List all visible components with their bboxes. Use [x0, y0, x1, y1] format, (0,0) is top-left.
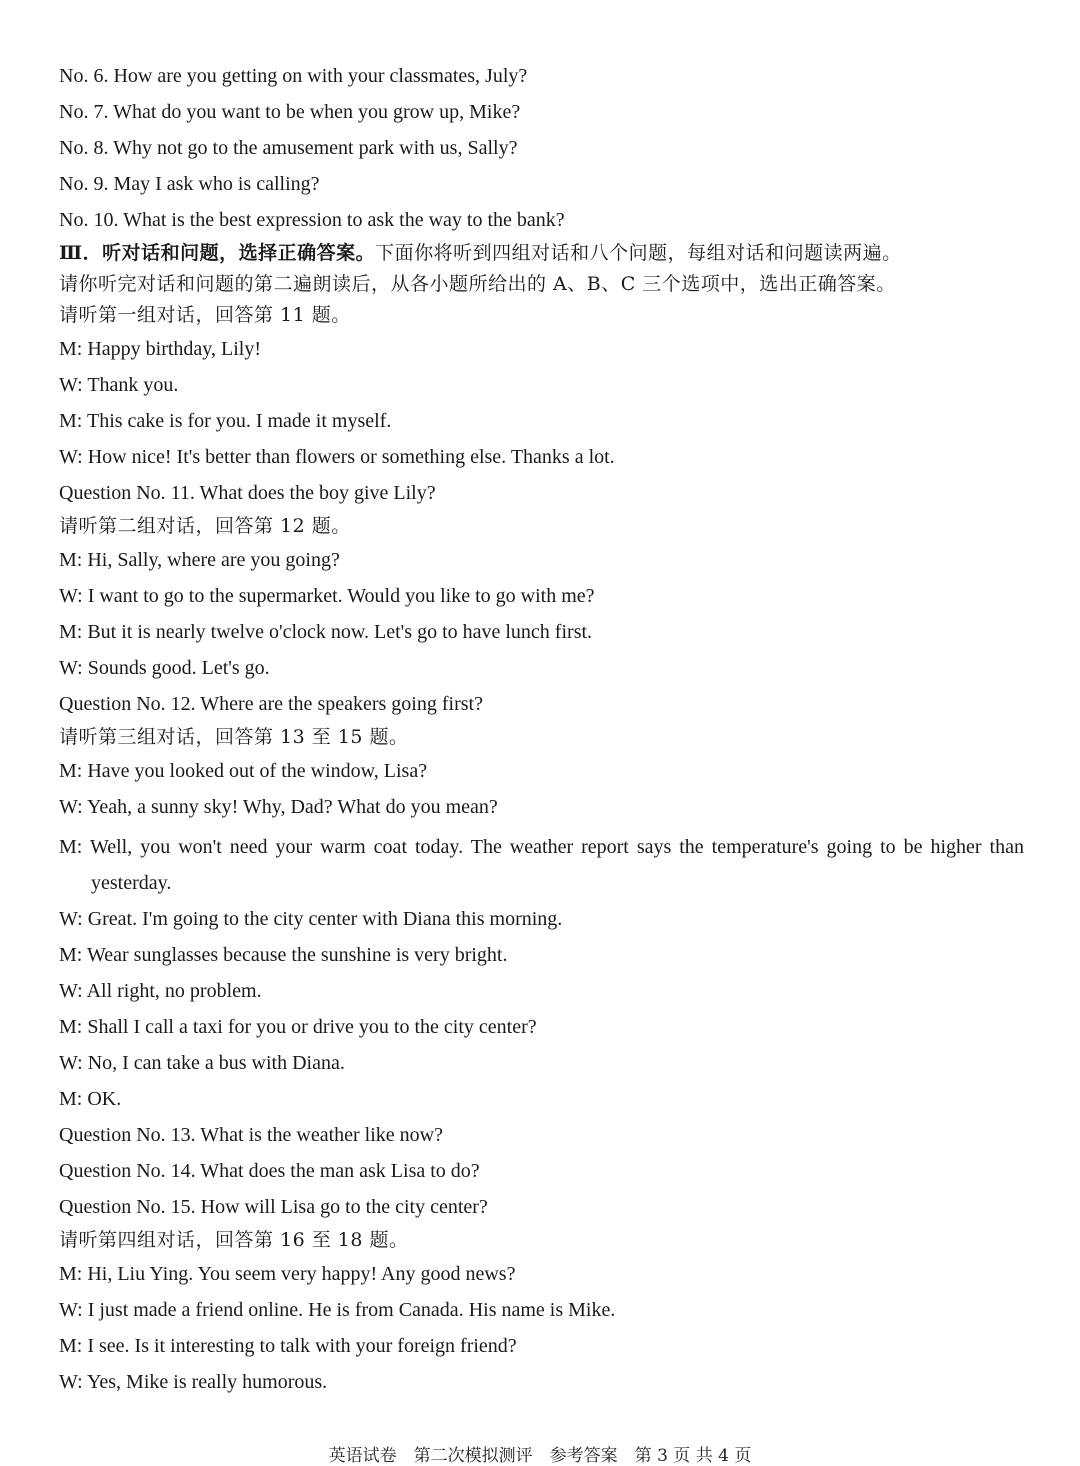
- dialogue-line: W: Sounds good. Let's go.: [59, 657, 270, 679]
- group-intro: 请听第四组对话，回答第 16 至 18 题。: [59, 1229, 409, 1251]
- dialogue-line-long: M: Well, you won't need your warm coat today. The weather report says the temperature's going to be higher than yesterday.: [59, 836, 1024, 894]
- dialogue-line: W: Yes, Mike is really humorous.: [59, 1371, 328, 1393]
- section-instruction: 下面你将听到四组对话和八个问题，每组对话和问题读两遍。: [375, 242, 902, 264]
- question-line: No. 7. What do you want to be when you grow up, Mike?: [59, 101, 521, 123]
- dialogue-line: M: I see. Is it interesting to talk with your foreign friend?: [59, 1335, 517, 1357]
- dialogue-line: W: Thank you.: [59, 374, 179, 396]
- document-page: [59, 58, 1024, 1400]
- dialogue-line: W: I just made a friend online. He is from Canada. His name is Mike.: [59, 1299, 616, 1321]
- dialogue-line: W: All right, no problem.: [59, 980, 262, 1002]
- page-footer: 英语试卷 第二次模拟测评 参考答案 第 3 页 共 4 页: [328, 1446, 752, 1466]
- dialogue-line: W: Yeah, a sunny sky! Why, Dad? What do you mean?: [59, 796, 498, 818]
- dialogue-line: W: I want to go to the supermarket. Would you like to go with me?: [59, 585, 595, 607]
- question-line: Question No. 15. How will Lisa go to the city center?: [59, 1196, 488, 1218]
- question-line: Question No. 14. What does the man ask Lisa to do?: [59, 1160, 480, 1182]
- question-line: Question No. 12. Where are the speakers going first?: [59, 693, 483, 715]
- question-line: No. 10. What is the best expression to ask the way to the bank?: [59, 209, 565, 231]
- dialogue-line: W: No, I can take a bus with Diana.: [59, 1052, 345, 1074]
- group-intro: 请听第一组对话，回答第 11 题。: [59, 304, 351, 326]
- question-line: No. 8. Why not go to the amusement park with us, Sally?: [59, 137, 518, 159]
- question-line: Question No. 11. What does the boy give Lily?: [59, 482, 436, 504]
- section-title: 听对话和问题，选择正确答案。: [102, 242, 376, 264]
- dialogue-line: M: This cake is for you. I made it myself.: [59, 410, 392, 432]
- group-intro: 请听第三组对话，回答第 13 至 15 题。: [59, 726, 409, 748]
- dialogue-line: M: Shall I call a taxi for you or drive you to the city center?: [59, 1016, 537, 1038]
- dialogue-line: M: Hi, Sally, where are you going?: [59, 549, 340, 571]
- dialogue-line: M: Have you looked out of the window, Lisa?: [59, 760, 428, 782]
- dialogue-line: M: OK.: [59, 1088, 122, 1110]
- dialogue-line: M: Happy birthday, Lily!: [59, 338, 262, 360]
- section-heading: [59, 238, 1024, 269]
- group-intro: 请听第二组对话，回答第 12 题。: [59, 515, 351, 537]
- dialogue-line: M: Hi, Liu Ying. You seem very happy! Any good news?: [59, 1263, 516, 1285]
- dialogue-line: M: But it is nearly twelve o'clock now. Let's go to have lunch first.: [59, 621, 593, 643]
- question-line: No. 6. How are you getting on with your classmates, July?: [59, 65, 528, 87]
- section-instruction-line: 请你听完对话和问题的第二遍朗读后，从各小题所给出的 A、B、C 三个选项中，选出正确答案。: [59, 273, 896, 295]
- section-number: Ⅲ．: [59, 242, 103, 264]
- question-line: No. 9. May I ask who is calling?: [59, 173, 320, 195]
- dialogue-line: W: How nice! It's better than flowers or something else. Thanks a lot.: [59, 446, 615, 468]
- question-line: Question No. 13. What is the weather like now?: [59, 1124, 443, 1146]
- dialogue-line: M: Wear sunglasses because the sunshine is very bright.: [59, 944, 508, 966]
- dialogue-line: W: Great. I'm going to the city center with Diana this morning.: [59, 908, 563, 930]
